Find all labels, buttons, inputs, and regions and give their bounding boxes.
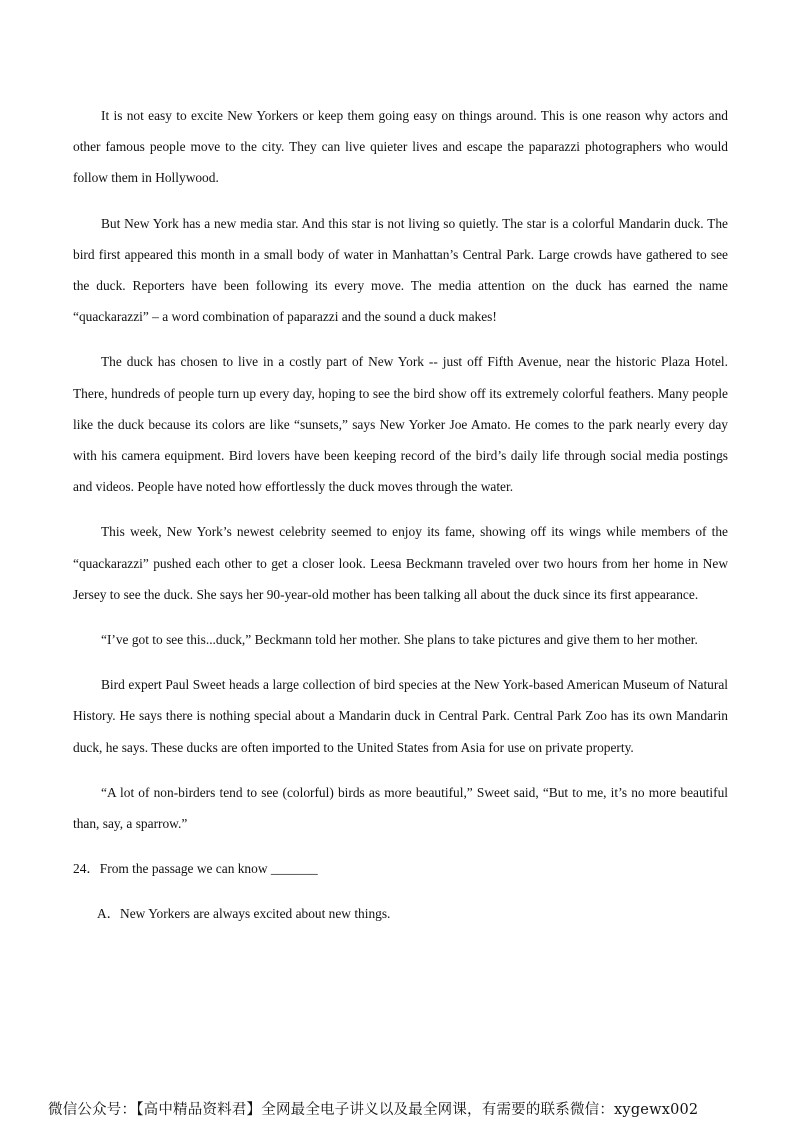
- reading-passage: [73, 100, 728, 929]
- passage-paragraph-7: “A lot of non-birders tend to see (colorful) birds as more beautiful,” Sweet said, “But to me, it’s no more beautiful than, say, a sparrow.”: [73, 784, 728, 832]
- passage-paragraph-3: The duck has chosen to live in a costly part of New York -- just off Fifth Avenue, near the historic Plaza Hotel. There, hundreds of people turn up every day, hoping to see the bird show off its extremely colorful feathers. Many people like the duck because its colors are like “sunsets,” says New Yorker Joe Amato. He comes to the park nearly every day with his camera equipment. Bird lovers have been keeping record of the bird’s daily life through social media postings and videos. People have noted how effortlessly the duck moves through the water.: [73, 354, 728, 495]
- passage-paragraph-1: It is not easy to excite New Yorkers or keep them going easy on things around. This is one reason why actors and other famous people move to the city. They can live quieter lives and escape the paparazzi photographers who would follow them in Hollywood.: [73, 108, 728, 186]
- question-24: 24．From the passage we can know _______: [73, 861, 318, 877]
- question-option-a: A．New Yorkers are always excited about new things.: [97, 906, 391, 922]
- passage-paragraph-5: “I’ve got to see this...duck,” Beckmann told her mother. She plans to take pictures and give them to her mother.: [101, 632, 698, 648]
- passage-paragraph-2: But New York has a new media star. And this star is not living so quietly. The star is a colorful Mandarin duck. The bird first appeared this month in a small body of water in Manhattan’s Central Park. Large crowds have gathered to see the duck. Reporters have been following its every move. The media attention on the duck has earned the name “quackarazzi” – a word combination of paparazzi and the sound a duck makes!: [73, 215, 728, 325]
- passage-paragraph-4: This week, New York’s newest celebrity seemed to enjoy its fame, showing off its wings while members of the “quackarazzi” pushed each other to get a closer look. Leesa Beckmann traveled over two hours from her home in New Jersey to see the duck. She says her 90-year-old mother has been talking all about the duck since its first appearance.: [73, 524, 728, 602]
- footer-watermark-text: 微信公众号：【高中精品资料君】全网最全电子讲义以及最全网课，有需要的联系微信：xygewx002: [48, 1102, 699, 1118]
- passage-paragraph-6: Bird expert Paul Sweet heads a large collection of bird species at the New York-based American Museum of Natural History. He says there is nothing special about a Mandarin duck in Central Park. Central Park Zoo has its own Mandarin duck, he says. These ducks are often imported to the United States from Asia for use on private property.: [73, 677, 728, 755]
